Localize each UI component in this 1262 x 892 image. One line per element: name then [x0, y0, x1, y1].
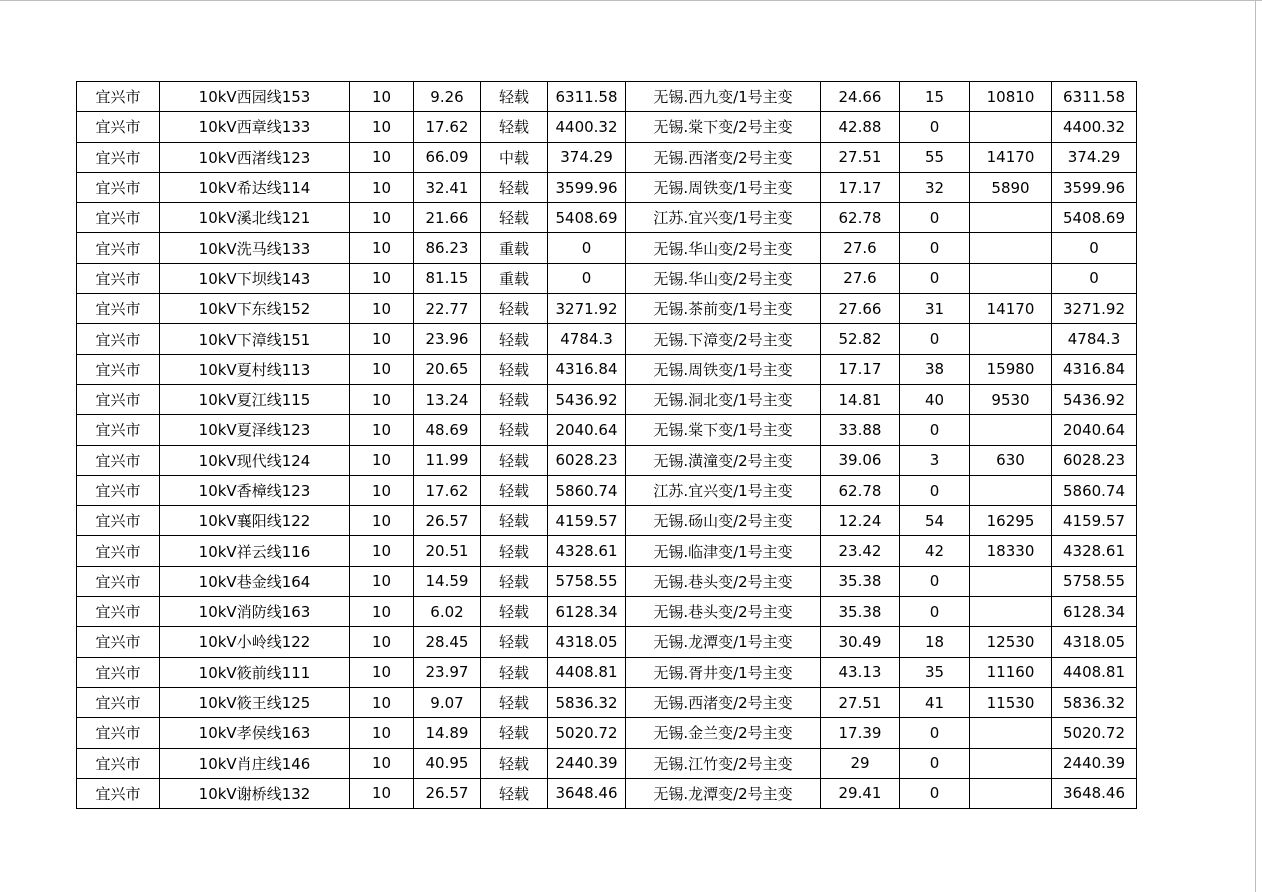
cell-load-status: 轻载 — [481, 82, 548, 112]
cell-count: 0 — [900, 112, 970, 142]
cell-load-status: 轻载 — [481, 445, 548, 475]
cell-capacity — [970, 566, 1052, 596]
cell-city: 宜兴市 — [77, 203, 160, 233]
table-row — [77, 566, 1137, 596]
cell-remaining-capacity: 5758.55 — [1052, 566, 1137, 596]
cell-line-name: 10kV香樟线123 — [160, 475, 350, 505]
cell-remaining-capacity: 4318.05 — [1052, 627, 1137, 657]
feeder-load-table — [76, 81, 1137, 809]
cell-city: 宜兴市 — [77, 778, 160, 808]
table-row — [77, 203, 1137, 233]
cell-load-status: 轻载 — [481, 687, 548, 717]
cell-capacity — [970, 112, 1052, 142]
cell-remaining-capacity: 5436.92 — [1052, 384, 1137, 414]
cell-load-status: 轻载 — [481, 536, 548, 566]
cell-load-status: 轻载 — [481, 203, 548, 233]
cell-line-name: 10kV西园线153 — [160, 82, 350, 112]
cell-city: 宜兴市 — [77, 384, 160, 414]
cell-line-name: 10kV消防线163 — [160, 597, 350, 627]
cell-voltage: 10 — [350, 566, 414, 596]
cell-load-status: 轻载 — [481, 172, 548, 202]
cell-count: 35 — [900, 657, 970, 687]
cell-transformer: 无锡.巷头变/2号主变 — [626, 597, 821, 627]
cell-line-name: 10kV襄阳线122 — [160, 506, 350, 536]
cell-capacity: 15980 — [970, 354, 1052, 384]
cell-count: 0 — [900, 475, 970, 505]
cell-available-capacity: 5436.92 — [548, 384, 626, 414]
cell-city: 宜兴市 — [77, 324, 160, 354]
cell-transformer-load-rate: 43.13 — [821, 657, 900, 687]
cell-remaining-capacity: 2040.64 — [1052, 415, 1137, 445]
cell-voltage: 10 — [350, 142, 414, 172]
cell-line-name: 10kV洗马线133 — [160, 233, 350, 263]
cell-city: 宜兴市 — [77, 475, 160, 505]
cell-count: 41 — [900, 687, 970, 717]
cell-voltage: 10 — [350, 112, 414, 142]
cell-transformer-load-rate: 17.17 — [821, 172, 900, 202]
cell-load-status: 轻载 — [481, 294, 548, 324]
cell-count: 0 — [900, 778, 970, 808]
cell-city: 宜兴市 — [77, 172, 160, 202]
table-row — [77, 687, 1137, 717]
cell-count: 0 — [900, 566, 970, 596]
cell-transformer: 无锡.江竹变/2号主变 — [626, 748, 821, 778]
cell-load-status: 轻载 — [481, 324, 548, 354]
cell-capacity — [970, 203, 1052, 233]
cell-transformer-load-rate: 27.66 — [821, 294, 900, 324]
cell-remaining-capacity: 6028.23 — [1052, 445, 1137, 475]
table-row — [77, 294, 1137, 324]
cell-voltage: 10 — [350, 172, 414, 202]
table-row — [77, 112, 1137, 142]
cell-load-status: 轻载 — [481, 354, 548, 384]
cell-transformer-load-rate: 29.41 — [821, 778, 900, 808]
cell-capacity: 11530 — [970, 687, 1052, 717]
table-row — [77, 657, 1137, 687]
cell-available-capacity: 4328.61 — [548, 536, 626, 566]
cell-line-name: 10kV西渚线123 — [160, 142, 350, 172]
cell-city: 宜兴市 — [77, 748, 160, 778]
cell-transformer: 无锡.华山变/2号主变 — [626, 263, 821, 293]
cell-load-rate: 40.95 — [414, 748, 481, 778]
cell-voltage: 10 — [350, 445, 414, 475]
cell-line-name: 10kV祥云线116 — [160, 536, 350, 566]
cell-count: 0 — [900, 324, 970, 354]
cell-voltage: 10 — [350, 748, 414, 778]
cell-count: 0 — [900, 233, 970, 263]
cell-line-name: 10kV巷金线164 — [160, 566, 350, 596]
cell-capacity — [970, 597, 1052, 627]
cell-load-rate: 20.51 — [414, 536, 481, 566]
cell-voltage: 10 — [350, 82, 414, 112]
cell-available-capacity: 2040.64 — [548, 415, 626, 445]
cell-capacity — [970, 233, 1052, 263]
cell-transformer-load-rate: 24.66 — [821, 82, 900, 112]
cell-line-name: 10kV下漳线151 — [160, 324, 350, 354]
cell-transformer: 无锡.西渚变/2号主变 — [626, 687, 821, 717]
cell-capacity: 14170 — [970, 142, 1052, 172]
cell-load-rate: 26.57 — [414, 778, 481, 808]
cell-available-capacity: 5758.55 — [548, 566, 626, 596]
cell-available-capacity: 4318.05 — [548, 627, 626, 657]
cell-line-name: 10kV小岭线122 — [160, 627, 350, 657]
cell-capacity: 5890 — [970, 172, 1052, 202]
cell-transformer-load-rate: 17.39 — [821, 718, 900, 748]
cell-remaining-capacity: 5860.74 — [1052, 475, 1137, 505]
cell-transformer-load-rate: 33.88 — [821, 415, 900, 445]
cell-line-name: 10kV现代线124 — [160, 445, 350, 475]
cell-count: 31 — [900, 294, 970, 324]
table-body — [77, 82, 1137, 809]
cell-transformer: 无锡.棠下变/1号主变 — [626, 415, 821, 445]
cell-load-rate: 66.09 — [414, 142, 481, 172]
cell-available-capacity: 4159.57 — [548, 506, 626, 536]
table-row — [77, 354, 1137, 384]
cell-transformer-load-rate: 35.38 — [821, 566, 900, 596]
cell-voltage: 10 — [350, 203, 414, 233]
cell-transformer-load-rate: 35.38 — [821, 597, 900, 627]
cell-line-name: 10kV筱前线111 — [160, 657, 350, 687]
cell-available-capacity: 3648.46 — [548, 778, 626, 808]
cell-transformer-load-rate: 27.51 — [821, 142, 900, 172]
cell-available-capacity: 0 — [548, 263, 626, 293]
cell-transformer-load-rate: 14.81 — [821, 384, 900, 414]
cell-count: 0 — [900, 263, 970, 293]
cell-load-status: 轻载 — [481, 475, 548, 505]
cell-voltage: 10 — [350, 506, 414, 536]
cell-transformer: 无锡.周铁变/1号主变 — [626, 172, 821, 202]
cell-city: 宜兴市 — [77, 506, 160, 536]
cell-line-name: 10kV肖庄线146 — [160, 748, 350, 778]
cell-remaining-capacity: 4408.81 — [1052, 657, 1137, 687]
cell-voltage: 10 — [350, 415, 414, 445]
cell-line-name: 10kV下东线152 — [160, 294, 350, 324]
cell-voltage: 10 — [350, 263, 414, 293]
cell-remaining-capacity: 4328.61 — [1052, 536, 1137, 566]
cell-transformer: 无锡.胥井变/1号主变 — [626, 657, 821, 687]
cell-city: 宜兴市 — [77, 627, 160, 657]
cell-count: 0 — [900, 748, 970, 778]
cell-count: 0 — [900, 203, 970, 233]
cell-count: 55 — [900, 142, 970, 172]
cell-available-capacity: 4408.81 — [548, 657, 626, 687]
cell-city: 宜兴市 — [77, 294, 160, 324]
cell-transformer-load-rate: 30.49 — [821, 627, 900, 657]
cell-capacity: 9530 — [970, 384, 1052, 414]
cell-available-capacity: 5860.74 — [548, 475, 626, 505]
cell-transformer-load-rate: 27.6 — [821, 263, 900, 293]
cell-load-status: 轻载 — [481, 112, 548, 142]
cell-capacity — [970, 475, 1052, 505]
cell-voltage: 10 — [350, 687, 414, 717]
table-row — [77, 324, 1137, 354]
cell-available-capacity: 2440.39 — [548, 748, 626, 778]
cell-count: 32 — [900, 172, 970, 202]
cell-count: 42 — [900, 536, 970, 566]
cell-city: 宜兴市 — [77, 415, 160, 445]
cell-load-status: 中载 — [481, 142, 548, 172]
table-row — [77, 415, 1137, 445]
cell-voltage: 10 — [350, 384, 414, 414]
cell-transformer: 无锡.棠下变/2号主变 — [626, 112, 821, 142]
cell-capacity — [970, 778, 1052, 808]
cell-voltage: 10 — [350, 718, 414, 748]
table-row — [77, 233, 1137, 263]
cell-available-capacity: 4784.3 — [548, 324, 626, 354]
cell-count: 3 — [900, 445, 970, 475]
cell-city: 宜兴市 — [77, 687, 160, 717]
cell-transformer: 无锡.龙潭变/1号主变 — [626, 627, 821, 657]
cell-transformer: 无锡.洞北变/1号主变 — [626, 384, 821, 414]
cell-transformer-load-rate: 27.6 — [821, 233, 900, 263]
cell-load-rate: 9.07 — [414, 687, 481, 717]
cell-load-rate: 21.66 — [414, 203, 481, 233]
cell-load-rate: 14.89 — [414, 718, 481, 748]
cell-available-capacity: 6028.23 — [548, 445, 626, 475]
cell-load-rate: 28.45 — [414, 627, 481, 657]
cell-city: 宜兴市 — [77, 718, 160, 748]
cell-capacity — [970, 415, 1052, 445]
cell-load-rate: 17.62 — [414, 112, 481, 142]
cell-load-rate: 14.59 — [414, 566, 481, 596]
cell-count: 54 — [900, 506, 970, 536]
cell-remaining-capacity: 0 — [1052, 233, 1137, 263]
cell-transformer-load-rate: 29 — [821, 748, 900, 778]
cell-line-name: 10kV西章线133 — [160, 112, 350, 142]
cell-load-status: 轻载 — [481, 415, 548, 445]
table-row — [77, 748, 1137, 778]
cell-capacity — [970, 748, 1052, 778]
page-top-edge — [0, 0, 1262, 1]
cell-remaining-capacity: 3648.46 — [1052, 778, 1137, 808]
cell-load-status: 重载 — [481, 233, 548, 263]
table-row — [77, 718, 1137, 748]
cell-remaining-capacity: 4400.32 — [1052, 112, 1137, 142]
cell-remaining-capacity: 6311.58 — [1052, 82, 1137, 112]
cell-remaining-capacity: 4159.57 — [1052, 506, 1137, 536]
cell-available-capacity: 4400.32 — [548, 112, 626, 142]
cell-capacity — [970, 718, 1052, 748]
cell-voltage: 10 — [350, 475, 414, 505]
cell-load-status: 轻载 — [481, 657, 548, 687]
cell-voltage: 10 — [350, 657, 414, 687]
cell-capacity — [970, 324, 1052, 354]
cell-line-name: 10kV孝侯线163 — [160, 718, 350, 748]
cell-count: 0 — [900, 597, 970, 627]
cell-count: 38 — [900, 354, 970, 384]
cell-capacity — [970, 263, 1052, 293]
table-row — [77, 172, 1137, 202]
cell-capacity: 14170 — [970, 294, 1052, 324]
cell-available-capacity: 5836.32 — [548, 687, 626, 717]
cell-count: 18 — [900, 627, 970, 657]
cell-capacity: 16295 — [970, 506, 1052, 536]
cell-load-status: 重载 — [481, 263, 548, 293]
cell-transformer: 无锡.下漳变/2号主变 — [626, 324, 821, 354]
cell-city: 宜兴市 — [77, 566, 160, 596]
cell-load-status: 轻载 — [481, 506, 548, 536]
cell-line-name: 10kV夏泽线123 — [160, 415, 350, 445]
cell-load-rate: 9.26 — [414, 82, 481, 112]
cell-remaining-capacity: 374.29 — [1052, 142, 1137, 172]
cell-remaining-capacity: 4784.3 — [1052, 324, 1137, 354]
cell-remaining-capacity: 5836.32 — [1052, 687, 1137, 717]
cell-transformer-load-rate: 39.06 — [821, 445, 900, 475]
cell-transformer: 无锡.西九变/1号主变 — [626, 82, 821, 112]
cell-city: 宜兴市 — [77, 142, 160, 172]
cell-voltage: 10 — [350, 627, 414, 657]
cell-load-status: 轻载 — [481, 627, 548, 657]
cell-load-status: 轻载 — [481, 384, 548, 414]
cell-load-rate: 26.57 — [414, 506, 481, 536]
cell-voltage: 10 — [350, 597, 414, 627]
cell-line-name: 10kV夏村线113 — [160, 354, 350, 384]
page-right-edge — [1255, 0, 1256, 892]
cell-available-capacity: 374.29 — [548, 142, 626, 172]
cell-available-capacity: 3271.92 — [548, 294, 626, 324]
table-row — [77, 475, 1137, 505]
cell-city: 宜兴市 — [77, 112, 160, 142]
cell-load-rate: 17.62 — [414, 475, 481, 505]
cell-transformer: 无锡.华山变/2号主变 — [626, 233, 821, 263]
cell-load-status: 轻载 — [481, 718, 548, 748]
cell-voltage: 10 — [350, 233, 414, 263]
cell-available-capacity: 3599.96 — [548, 172, 626, 202]
cell-load-rate: 13.24 — [414, 384, 481, 414]
cell-line-name: 10kV谢桥线132 — [160, 778, 350, 808]
cell-remaining-capacity: 3599.96 — [1052, 172, 1137, 202]
cell-remaining-capacity: 2440.39 — [1052, 748, 1137, 778]
cell-transformer: 无锡.金兰变/2号主变 — [626, 718, 821, 748]
cell-voltage: 10 — [350, 536, 414, 566]
cell-city: 宜兴市 — [77, 82, 160, 112]
cell-load-status: 轻载 — [481, 778, 548, 808]
table-row — [77, 536, 1137, 566]
cell-transformer: 江苏.宜兴变/1号主变 — [626, 475, 821, 505]
cell-capacity: 12530 — [970, 627, 1052, 657]
cell-available-capacity: 6128.34 — [548, 597, 626, 627]
cell-count: 15 — [900, 82, 970, 112]
cell-transformer: 无锡.周铁变/1号主变 — [626, 354, 821, 384]
cell-load-rate: 23.97 — [414, 657, 481, 687]
cell-load-status: 轻载 — [481, 748, 548, 778]
cell-load-rate: 86.23 — [414, 233, 481, 263]
cell-voltage: 10 — [350, 354, 414, 384]
cell-available-capacity: 5408.69 — [548, 203, 626, 233]
cell-remaining-capacity: 4316.84 — [1052, 354, 1137, 384]
cell-remaining-capacity: 6128.34 — [1052, 597, 1137, 627]
table-row — [77, 82, 1137, 112]
cell-load-rate: 6.02 — [414, 597, 481, 627]
cell-line-name: 10kV希达线114 — [160, 172, 350, 202]
cell-transformer-load-rate: 62.78 — [821, 203, 900, 233]
cell-available-capacity: 6311.58 — [548, 82, 626, 112]
table-row — [77, 445, 1137, 475]
cell-load-rate: 11.99 — [414, 445, 481, 475]
table-row — [77, 263, 1137, 293]
cell-transformer-load-rate: 27.51 — [821, 687, 900, 717]
cell-transformer: 无锡.龙潭变/2号主变 — [626, 778, 821, 808]
cell-count: 0 — [900, 718, 970, 748]
cell-transformer: 无锡.砀山变/2号主变 — [626, 506, 821, 536]
cell-transformer-load-rate: 12.24 — [821, 506, 900, 536]
cell-available-capacity: 5020.72 — [548, 718, 626, 748]
cell-count: 40 — [900, 384, 970, 414]
cell-load-rate: 32.41 — [414, 172, 481, 202]
cell-city: 宜兴市 — [77, 536, 160, 566]
cell-city: 宜兴市 — [77, 597, 160, 627]
cell-city: 宜兴市 — [77, 233, 160, 263]
cell-load-rate: 48.69 — [414, 415, 481, 445]
cell-remaining-capacity: 5020.72 — [1052, 718, 1137, 748]
cell-load-rate: 22.77 — [414, 294, 481, 324]
cell-voltage: 10 — [350, 778, 414, 808]
cell-transformer-load-rate: 52.82 — [821, 324, 900, 354]
cell-remaining-capacity: 0 — [1052, 263, 1137, 293]
cell-capacity: 10810 — [970, 82, 1052, 112]
cell-load-rate: 20.65 — [414, 354, 481, 384]
cell-capacity: 630 — [970, 445, 1052, 475]
table-row — [77, 778, 1137, 808]
cell-line-name: 10kV下坝线143 — [160, 263, 350, 293]
cell-capacity: 18330 — [970, 536, 1052, 566]
cell-voltage: 10 — [350, 324, 414, 354]
cell-transformer: 无锡.潢潼变/2号主变 — [626, 445, 821, 475]
cell-available-capacity: 4316.84 — [548, 354, 626, 384]
cell-remaining-capacity: 3271.92 — [1052, 294, 1137, 324]
cell-city: 宜兴市 — [77, 354, 160, 384]
cell-available-capacity: 0 — [548, 233, 626, 263]
cell-voltage: 10 — [350, 294, 414, 324]
cell-transformer-load-rate: 42.88 — [821, 112, 900, 142]
cell-transformer: 无锡.巷头变/2号主变 — [626, 566, 821, 596]
cell-load-rate: 23.96 — [414, 324, 481, 354]
cell-remaining-capacity: 5408.69 — [1052, 203, 1137, 233]
cell-transformer: 江苏.宜兴变/1号主变 — [626, 203, 821, 233]
cell-transformer: 无锡.茶前变/1号主变 — [626, 294, 821, 324]
cell-transformer: 无锡.西渚变/2号主变 — [626, 142, 821, 172]
cell-line-name: 10kV夏江线115 — [160, 384, 350, 414]
cell-transformer: 无锡.临津变/1号主变 — [626, 536, 821, 566]
cell-transformer-load-rate: 23.42 — [821, 536, 900, 566]
table-row — [77, 384, 1137, 414]
cell-transformer-load-rate: 17.17 — [821, 354, 900, 384]
cell-transformer-load-rate: 62.78 — [821, 475, 900, 505]
cell-line-name: 10kV筱王线125 — [160, 687, 350, 717]
cell-line-name: 10kV溪北线121 — [160, 203, 350, 233]
table-row — [77, 627, 1137, 657]
cell-load-status: 轻载 — [481, 597, 548, 627]
cell-city: 宜兴市 — [77, 263, 160, 293]
cell-load-status: 轻载 — [481, 566, 548, 596]
cell-city: 宜兴市 — [77, 657, 160, 687]
cell-city: 宜兴市 — [77, 445, 160, 475]
table-row — [77, 597, 1137, 627]
cell-capacity: 11160 — [970, 657, 1052, 687]
table-row — [77, 142, 1137, 172]
cell-load-rate: 81.15 — [414, 263, 481, 293]
cell-count: 0 — [900, 415, 970, 445]
table-row — [77, 506, 1137, 536]
